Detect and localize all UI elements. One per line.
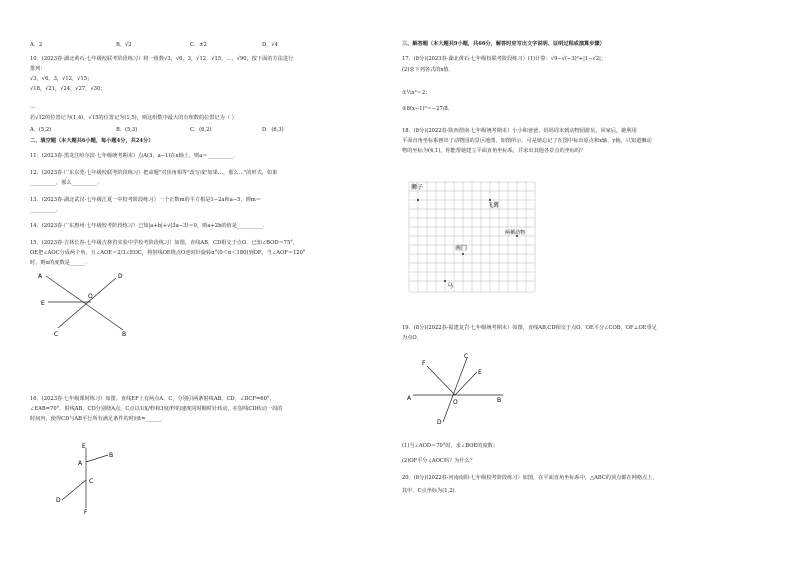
q16-line-1: 16．(2023春·七年级课时练习）如图，直线EF上有两点A、C，分别引两条射线AB、CD．∠DCF=60°， — [30, 396, 275, 402]
map-label-lion: 狮子 — [411, 184, 424, 191]
q20-line-2: 其中，C点坐标为(1,2)． — [402, 488, 460, 494]
fig19-label-f: F — [422, 360, 426, 367]
q10-option-d: D．(6,3) — [262, 127, 284, 133]
fig15-label-o: O — [88, 293, 93, 300]
q18-line-3: 物的坐标为(4,1)，你能帮她建立平面直角坐标系，并求出其他各景点的坐标吗？ — [402, 148, 586, 154]
fig16-label-c: C — [89, 478, 94, 485]
q10-row-2: √18，√21，√24，√27，√30； — [30, 86, 106, 92]
q15-line-1: 15．(2023春·吉林长春·七年级吉林省实验中学校考阶段练习）如图，直线AB，CD相交于点O．已知∠BOD＝75°， — [30, 240, 299, 246]
q19-line-2: 为点O． — [402, 335, 422, 341]
q17-line-2: (2)求下列各式的x值． — [402, 67, 454, 73]
q19-line-1: 19．(8分)(2022春·福建龙岩·七年级统考期末）如图，直线AB,CD相交于点O．OE平分∠COB，OF⊥OE垂足 — [402, 325, 657, 331]
q10-option-b: B．(5,3) — [116, 127, 138, 133]
q20-line-1: 20．(8分)(2022春·河南南阳·七年级校考阶段练习）如图，在平面直角坐标系中，△ABC的顶点都在网格点上， — [402, 475, 658, 481]
q17-line-1: 17．(8分)(2023春·湖北黄石·七年级校联考阶段练习）(1)计算：√9−√(−3)²+|1−√2|； — [402, 56, 607, 62]
q16-line-2: ∠EAB=70°，射线AB、CD分别绕A点，C点以1度/秒和3度/秒的速度同时顺时针转动，在射线CD转动一周的 — [30, 406, 283, 412]
q15-line-3: 时，则α的度数是______． — [30, 260, 91, 266]
fig16-label-a: A — [78, 460, 83, 467]
map-label-horse: 马 — [447, 283, 454, 290]
q9-option-a: A．2 — [30, 42, 43, 48]
section-2-heading: 二、填空题（本大题共6小题，每小题4分，共24分） — [30, 138, 154, 144]
fig19-label-a: A — [407, 395, 412, 402]
q18-map-grid — [407, 180, 537, 295]
q12-line-2: __________，那么__________． — [30, 180, 103, 186]
q19-part-2: (2)OF平分∠AOC吗？为什么？ — [402, 458, 476, 464]
fig16-label-e: E — [82, 443, 86, 450]
q12-line-1: 12．(2023春·广东东莞·七年级校联考阶段练习）把命题"对顶角相等"改写成"如果…，那么…"的形式，如果 — [30, 170, 278, 176]
q17-part-1: ①½x²＝2； — [402, 90, 431, 96]
q11: 11．(2023春·黑龙江哈尔滨·七年级统考期末）点A(3，a−1)在x轴上，则a＝__________． — [30, 153, 239, 159]
fig16-label-d: D — [56, 497, 61, 504]
q13-line-1: 13．(2023春·湖北武汉·七年级江夏一中校考阶段练习）一个正数m的平方根是1−2a和a−5，则m＝ — [30, 197, 261, 203]
map-label-birds: 飞禽 — [487, 202, 500, 209]
fig16-label-f: F — [84, 509, 88, 515]
q10-option-a: A．(5,2) — [30, 127, 52, 133]
q9-option-b: B．√2 — [116, 42, 132, 48]
map-label-south-gate: 南门 — [455, 245, 468, 252]
q9-option-d: D．√4 — [262, 42, 278, 48]
q9-option-c: C．±2 — [190, 42, 207, 48]
q18-line-2: 平面直角坐标系画出了动物园的景区地图，如图所示，可是她忘记了在图中标出原点和x轴、y轴，只知道狮动 — [402, 138, 652, 144]
fig15-label-a: A — [38, 273, 43, 280]
fig15-label-e: E — [41, 300, 45, 307]
q10-row-3: … — [30, 104, 36, 110]
fig16-label-b: B — [109, 452, 114, 459]
q16-line-3: 时间内，使得CD与AB平行所有满足条件的时间t=______． — [30, 416, 167, 422]
q10-stem-2: 排列： — [30, 66, 46, 72]
q10-stem-3: 若√12的位置记为(1,4)，√15的位置记为(1,5)，则这组数中最大的有理数的位置记为（ ） — [30, 115, 237, 121]
fig15-label-c: C — [54, 331, 59, 338]
q16-figure — [50, 440, 120, 515]
fig19-label-e: E — [478, 369, 482, 376]
q10-option-c: C．(6,2) — [190, 127, 212, 133]
q10-stem: 10．(2023春·湖北黄石·七年级校联考阶段练习）将一组数√3，√6，3，√12，√15，…，√90，按下面的方法进行 — [30, 56, 294, 62]
fig19-label-d: D — [437, 419, 442, 425]
q10-row-1: √3，√6，3，√12，√15； — [30, 76, 93, 82]
q19-part-1: (1)当∠AOD＝70°时，求∠BOE的度数； — [402, 443, 499, 449]
map-label-amphibians: 两栖动物 — [505, 230, 526, 236]
q17-part-2: ②8(x−1)³＝−27/8． — [402, 106, 454, 112]
fig19-label-o: O — [453, 399, 458, 406]
q19-figure — [407, 350, 507, 425]
fig19-label-c: C — [464, 353, 469, 360]
q18-line-1: 18．(8分)(2022春·陕西渭南·七年级统考期末）小小和爸爸、妈妈周末到动物园游玩，回家后，她利用 — [402, 128, 637, 134]
q13-line-2: __________． — [30, 207, 62, 213]
fig15-label-b: B — [122, 331, 127, 338]
q15-line-2: OE把∠AOC分成两个角，且∠AOE＝2/3∠EOC，将射线OE绕点O逆时针旋转α°(0＜α＜180)到OF，当∠AOF＝120° — [30, 250, 306, 256]
q14: 14．(2023春·广东惠州·七年级校考阶段练习）已知|a+b|+√(3a−3)＝0，则a+2b的值是__________． — [30, 223, 269, 229]
fig15-label-d: D — [118, 273, 123, 280]
q15-figure — [38, 268, 138, 338]
section-3-heading: 三、解答题（本大题共9小题，共66分，解答时应写出文字说明、证明过程或演算步骤） — [402, 41, 605, 47]
fig19-label-b: B — [497, 397, 502, 404]
